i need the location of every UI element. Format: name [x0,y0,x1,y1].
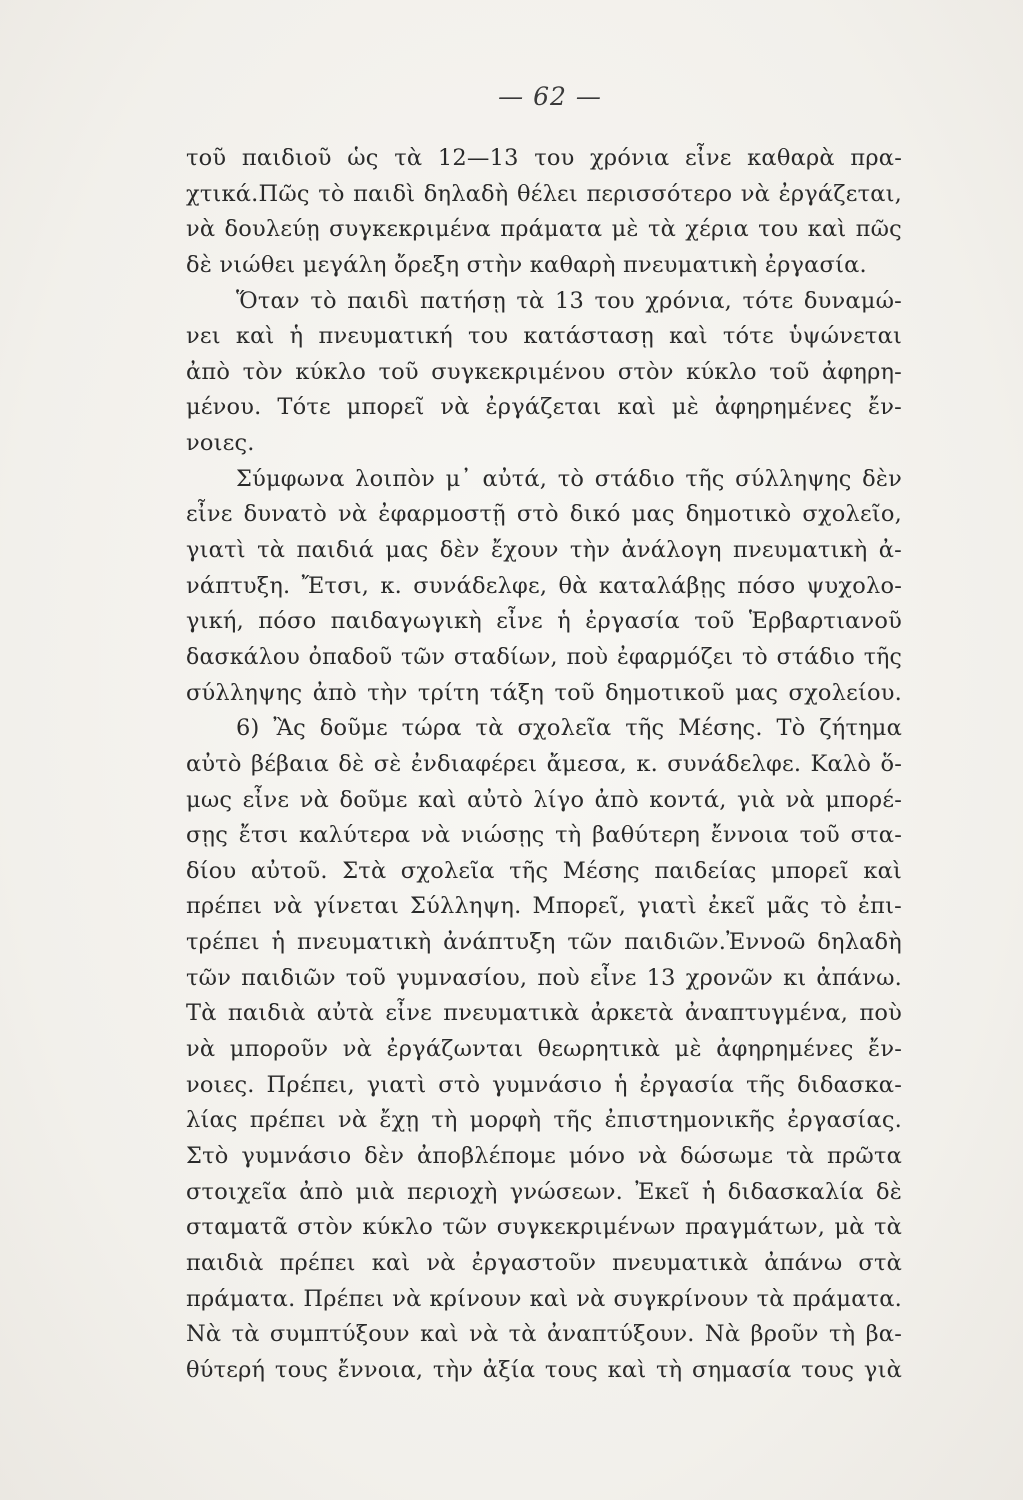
text-line: πρέπει νὰ γίνεται Σύλληψη. Μπορεῖ, γιατὶ ἐκεῖ μᾶς τὸ ἐπι- [186,893,902,920]
text-line: παιδιὰ πρέπει καὶ νὰ ἐργαστοῦν πνευματικὰ ἀπάνω στὰ [186,1249,902,1276]
text-line: Σύμφωνα λοιπὸν μ᾿ αὐτά, τὸ στάδιο τῆς σύλληψης δὲν [236,465,902,492]
text-line: νοιες. Πρέπει, γιατὶ στὸ γυμνάσιο ἡ ἐργασία τῆς διδασκα- [186,1071,902,1098]
text-line: 6) Ἂς δοῦμε τώρα τὰ σχολεῖα τῆς Μέσης. Τὸ ζήτημα [236,715,902,742]
text-line: εἶνε δυνατὸ νὰ ἐφαρμοστῇ στὸ δικό μας δημοτικὸ σχολεῖο, [186,501,902,528]
text-line: τρέπει ἡ πνευματικὴ ἀνάπτυξη τῶν παιδιῶν.Ἐννοῶ δηλαδὴ [186,929,902,956]
text-line: μένου. Τότε μπορεῖ νὰ ἐργάζεται καὶ μὲ ἀφηρημένες ἔν- [186,394,902,421]
text-line: δίου αὐτοῦ. Στὰ σχολεῖα τῆς Μέσης παιδείας μπορεῖ καὶ [186,857,902,884]
text-line: σῃς ἔτσι καλύτερα νὰ νιώσῃς τὴ βαθύτερη ἔννοια τοῦ στα- [186,822,902,849]
text-line: δασκάλου ὀπαδοῦ τῶν σταδίων, ποὺ ἐφαρμόζει τὸ στάδιο τῆς [186,644,902,670]
text-line: νοιες. [186,430,255,457]
text-line: νὰ μποροῦν νὰ ἐργάζωνται θεωρητικὰ μὲ ἀφηρημένες ἔν- [186,1036,902,1063]
text-line: Στὸ γυμνάσιο δὲν ἀποβλέπομε μόνο νὰ δώσωμε τὰ πρῶτα [186,1142,902,1169]
text-line: γιατὶ τὰ παιδιά μας δὲν ἔχουν τὴν ἀνάλογη πνευματικὴ ἀ- [186,537,902,564]
text-line: Ὅταν τὸ παιδὶ πατήσῃ τὰ 13 του χρόνια, τότε δυναμώ- [236,287,902,314]
text-line: λίας πρέπει νὰ ἔχῃ τὴ μορφὴ τῆς ἐπιστημονικῆς ἐργασίας. [186,1107,902,1134]
text-line: Νὰ τὰ συμπτύξουν καὶ νὰ τὰ ἀναπτύξουν. Νὰ βροῦν τὴ βα- [186,1321,902,1348]
text-line: χτικά.Πῶς τὸ παιδὶ δηλαδὴ θέλει περισσότερο νὰ ἐργάζεται, [186,180,902,207]
text-line: τοῦ παιδιοῦ ὡς τὰ 12—13 του χρόνια εἶνε καθαρὰ πρα- [186,145,902,171]
text-line: ἀπὸ τὸν κύκλο τοῦ συγκεκριμένου στὸν κύκλο τοῦ ἀφηρη- [186,358,902,385]
page-number: — 62 — [498,82,602,111]
text-line: νει καὶ ἡ πνευματική του κατάστασῃ καὶ τότε ὑψώνεται [186,323,902,350]
text-line: πράματα. Πρέπει νὰ κρίνουν καὶ νὰ συγκρίνουν τὰ πράματα. [186,1285,902,1312]
text-line: σύλληψης ἀπὸ τὴν τρίτη τάξη τοῦ δημοτικοῦ μας σχολείου. [186,679,902,706]
text-line: γική, πόσο παιδαγωγικὴ εἶνε ἡ ἐργασία τοῦ Ἑρβαρτιανοῦ [186,608,902,635]
text-line: σταματᾶ στὸν κύκλο τῶν συγκεκριμένων πραγμάτων, μὰ τὰ [186,1214,902,1241]
text-line: αὐτὸ βέβαια δὲ σὲ ἐνδιαφέρει ἄμεσα, κ. συνάδελφε. Καλὸ ὅ- [186,750,902,777]
text-line: νάπτυξη. Ἔτσι, κ. συνάδελφε, θὰ καταλάβῃς πόσο ψυχολο- [186,572,902,599]
text-line: θύτερή τους ἔννοια, τὴν ἀξία τους καὶ τὴ σημασία τους γιὰ [186,1356,902,1383]
text-line: δὲ νιώθει μεγάλη ὄρεξη στὴν καθαρὴ πνευματικὴ ἐργασία. [186,251,867,278]
text-line: στοιχεῖα ἀπὸ μιὰ περιοχὴ γνώσεων. Ἐκεῖ ἡ διδασκαλία δὲ [186,1178,902,1205]
text-line: νὰ δουλεύῃ συγκεκριμένα πράματα μὲ τὰ χέρια του καὶ πῶς [186,216,902,243]
text-line: τῶν παιδιῶν τοῦ γυμνασίου, ποὺ εἶνε 13 χρονῶν κι ἀπάνω. [186,964,902,991]
text-line: μως εἶνε νὰ δοῦμε καὶ αὐτὸ λίγο ἀπὸ κοντά, γιὰ νὰ μπορέ- [186,786,902,813]
body-text [186,141,902,1388]
text-line: Τὰ παιδιὰ αὐτὰ εἶνε πνευματικὰ ἀρκετὰ ἀναπτυγμένα, ποὺ [186,1000,902,1027]
